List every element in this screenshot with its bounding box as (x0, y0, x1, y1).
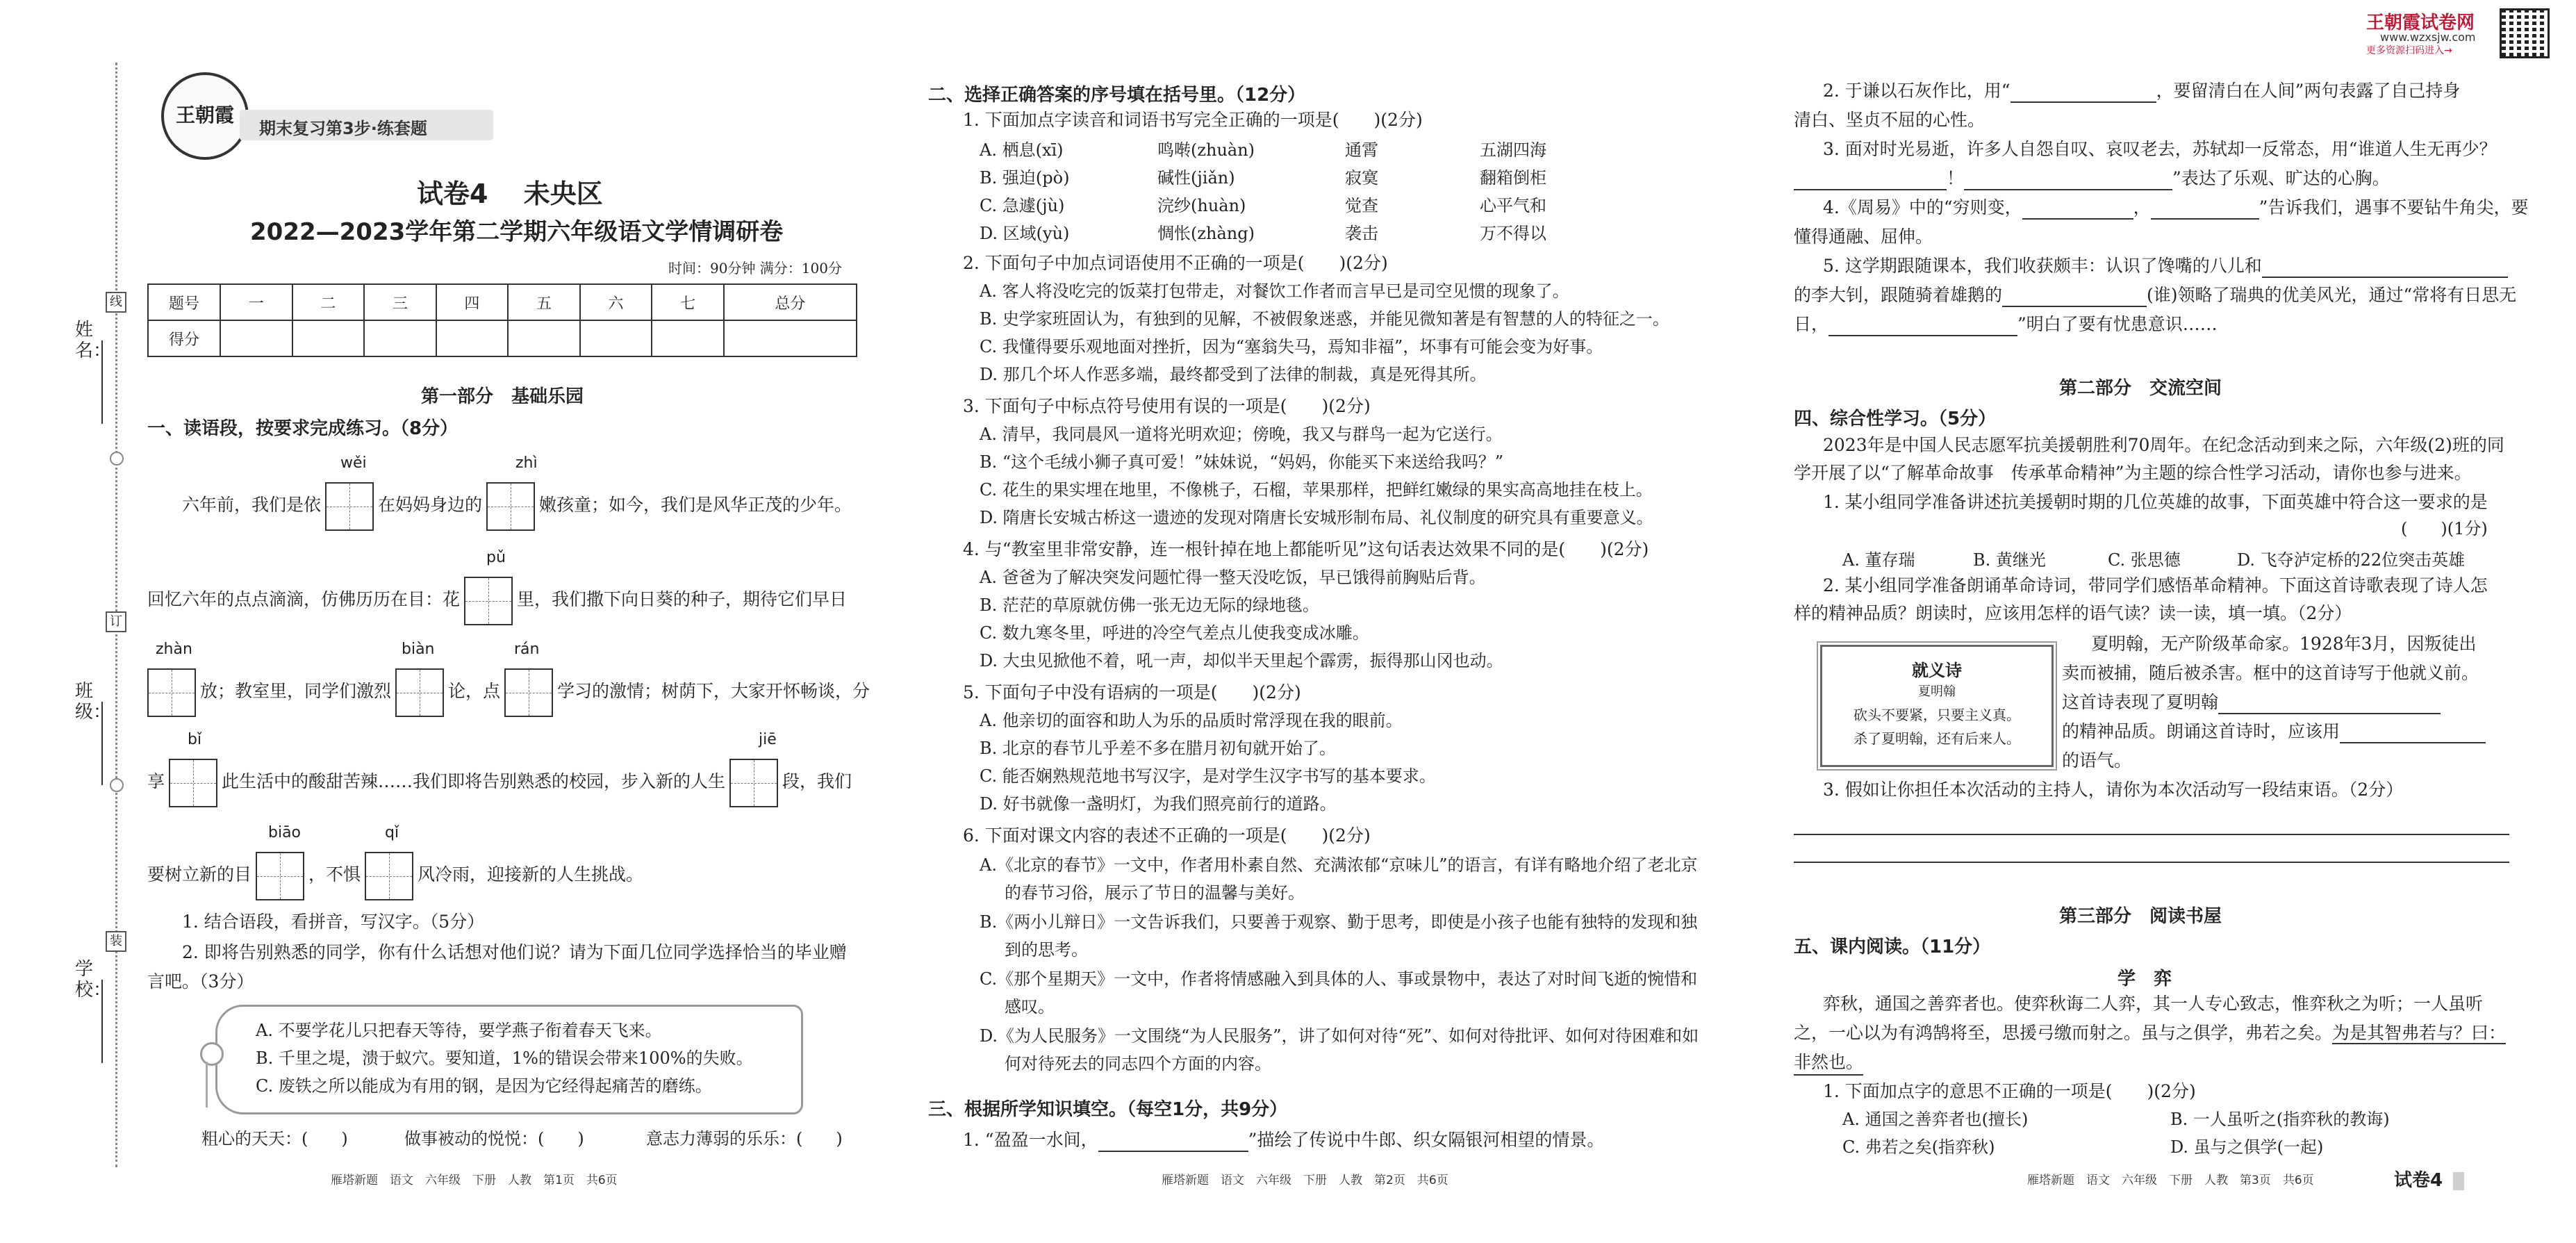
fill-text: 4.《周易》中的“穷则变， (1823, 197, 2022, 217)
option-cell[interactable]: 碱性(jiǎn) (1157, 168, 1235, 188)
q2-4-option-b[interactable]: B. 茫茫的草原就仿佛一张无边无际的绿地毯。 (980, 595, 1319, 615)
fill-blank[interactable] (2011, 83, 2156, 103)
fill-text: 2. 于谦以石灰作比，用“ (1823, 81, 2011, 101)
passage-text: 论，点 (448, 681, 501, 701)
score-input-cell[interactable] (652, 320, 724, 356)
q4-2-line-b: 样的精神品质？朗读时，应该用怎样的语气读？读一读，填一填。（2分） (1794, 603, 2352, 623)
pinyin-label: bǐ (188, 731, 202, 748)
paper-tag-block (2453, 1172, 2464, 1190)
score-input-cell[interactable] (364, 320, 436, 356)
pinyin-label: biàn (402, 641, 435, 658)
score-cell: 六 (580, 284, 652, 320)
option-cell[interactable]: 心平气和 (1480, 196, 1546, 215)
binding-school-label: 学校： (75, 959, 112, 1001)
q2-4-option-d[interactable]: D. 大虫见掀他不着，吼一声，却似半天里起个霹雳，振得那山冈也动。 (980, 651, 1503, 670)
poem-title: 就义诗 (1912, 661, 1962, 680)
pinyin-label: pǔ (486, 549, 506, 566)
fill-blank[interactable] (1794, 171, 1947, 190)
q3-5-line-c (1794, 313, 2218, 336)
score-input-cell[interactable] (508, 320, 580, 356)
q2-5-option-d[interactable]: D. 好书就像一盏明灯，为我们照亮前行的道路。 (980, 794, 1337, 814)
q2-6-option-a-cont: 的春节习俗，展示了节日的温馨与美好。 (1005, 883, 1305, 903)
q2-4-option-c[interactable]: C. 数九寒冬里，呼进的冷空气差点儿使我变成冰雕。 (980, 623, 1369, 643)
char-box[interactable] (395, 668, 444, 717)
q2-6-option-b-cont: 到的思考。 (1005, 940, 1088, 960)
paper-tag (2394, 1166, 2464, 1192)
option-cell[interactable]: C. 急遽(jù) (980, 196, 1065, 215)
passage-text: 此生活中的酸甜苦辣……我们即将告别熟悉的校园，步入新的人生 (222, 771, 726, 791)
q5-1-option-b[interactable]: B. 一人虽听之(指弈秋的教诲) (2170, 1110, 2390, 1129)
part1-title: 第一部分 基础乐园 (421, 386, 584, 407)
reading-text: 之，一心以为有鸿鹄将至，思援弓缴而射之。虽与之俱学，弗若之矣。 (1794, 1023, 2333, 1043)
score-cell: 一 (220, 284, 292, 320)
q2-6-option-b[interactable]: B.《两小儿辩日》一文告诉我们，只要善于观察、勤于思考，即使是小孩子也能有独特的发现和独 (980, 912, 1698, 932)
q2-6-option-c[interactable]: C.《那个星期天》一文中，作者将情感融入到具体的人、事或景物中，表达了对时间飞逝的惋惜和 (980, 969, 1698, 989)
paper-header (417, 172, 603, 211)
poem-line-2: 杀了夏明翰，还有后来人。 (1853, 730, 2020, 747)
reading-line-b (1794, 1021, 2506, 1045)
fill-blank[interactable] (2340, 724, 2486, 743)
score-table (147, 283, 857, 357)
pinyin-label: wěi (340, 454, 367, 472)
char-box[interactable] (486, 482, 535, 531)
fill-text: 1. “盈盈一水间， (963, 1130, 1098, 1150)
fill-blank[interactable] (2218, 695, 2441, 714)
q2-2: 2. 下面句子中加点词语使用不正确的一项是( )(2分) (963, 253, 1388, 273)
answer-lele[interactable]: 意志力薄弱的乐乐：( ) (646, 1129, 843, 1149)
q2-2-option-a[interactable]: A. 客人将没吃完的饭菜打包带走，对餐饮工作者而言早已是司空见惯的现象了。 (980, 281, 1569, 301)
q2-6-option-d-cont: 何对待死去的同志四个方面的内容。 (1005, 1054, 1271, 1073)
fill-text: ，要留清白在人间”两句表露了自己持身 (2156, 81, 2461, 101)
option-cell[interactable]: A. 董存瑞 (1842, 550, 1915, 570)
score-cell: 七 (652, 284, 724, 320)
binding-school-underline[interactable] (101, 980, 103, 1063)
option-cell[interactable]: 鸣啭(zhuàn) (1157, 140, 1255, 160)
binding-mark-ding: 订 (106, 611, 126, 632)
option-cell[interactable]: B. 强迫(pò) (980, 168, 1070, 188)
option-cell[interactable]: 通霄 (1345, 140, 1378, 160)
q2-3-option-a[interactable]: A. 清早，我同晨风一道将光明欢迎；傍晚，我又与群鸟一起为它送行。 (980, 425, 1503, 444)
passage-text: 享 (147, 771, 165, 791)
fill-blank[interactable] (2002, 288, 2147, 307)
passage-line-2 (147, 575, 847, 625)
poem-desc-4 (2062, 720, 2486, 743)
pinyin-label: jiē (759, 731, 777, 748)
passage-text: 六年前，我们是依 (182, 495, 322, 515)
binding-name-label: 姓名： (75, 320, 112, 361)
option-cell[interactable]: 五湖四海 (1480, 140, 1546, 160)
option-cell[interactable]: D. 区域(yù) (980, 224, 1070, 243)
footer-page-3: 雁塔新题 语文 六年级 下册 人教 第3页 共6页 (2027, 1174, 2314, 1187)
fill-text: 5. 这学期跟随课本，我们收获颇丰：认识了馋嘴的八儿和 (1823, 256, 2262, 276)
brand-logo-text: 王朝霞 (175, 104, 234, 126)
fill-text: ”告诉我们，遇事不要钻牛角尖，要 (2259, 197, 2529, 217)
binding-mark-zhuang: 装 (106, 931, 126, 952)
q4-2-line-a: 2. 某小组同学准备朗诵革命诗词，带同学们感悟革命精神。下面这首诗歌表现了诗人怎 (1823, 575, 2488, 595)
q2-6: 6. 下面对课文内容的表述不正确的一项是( )(2分) (963, 825, 1371, 846)
passage-text: 要树立新的目 (147, 864, 252, 884)
reading-line-a: 弈秋，通国之善弈者也。使弈秋诲二人弈，其一人专心致志，惟弈秋之为听；一人虽听 (1823, 994, 2484, 1014)
score-table-row (148, 320, 857, 356)
footer-page-2: 雁塔新题 语文 六年级 下册 人教 第2页 共6页 (1162, 1174, 1448, 1187)
char-box[interactable] (729, 759, 778, 807)
time-score: 时间：90分钟 满分：100分 (668, 260, 842, 277)
binding-hole-1 (110, 452, 124, 466)
fill-text: 日， (1794, 314, 1829, 334)
answer-line-1[interactable] (1794, 834, 2509, 835)
poem-author: 夏明翰 (1918, 684, 1956, 699)
paper-label: 试卷4 (417, 179, 488, 209)
q3-3-line-b (1794, 167, 2390, 190)
q5-1: 1. 下面加点字的意思不正确的一项是( )(2分) (1823, 1081, 2196, 1101)
passage-text: 风冷雨，迎接新的人生挑战。 (418, 864, 644, 884)
fill-text: ”明白了要有忧患意识…… (2017, 314, 2218, 334)
poem-desc-1: 夏明翰，无产阶级革命家。1928年3月，因叛徒出 (2091, 634, 2477, 654)
passage-line-3 (143, 667, 870, 717)
q2-2-option-c[interactable]: C. 我懂得要乐观地面对挫折，因为“塞翁失马，焉知非福”，坏事有可能会变为好事。 (980, 337, 1603, 356)
score-cell: 五 (508, 284, 580, 320)
q2-3-option-b[interactable]: B. “这个毛绒小狮子真可爱！”妹妹说，“妈妈，你能买下来送给我吗？” (980, 452, 1503, 472)
option-cell[interactable]: 袭击 (1345, 224, 1378, 243)
q2-6-option-a[interactable]: A.《北京的春节》一文中，作者用朴素自然、充满浓郁“京味儿”的语言，有详有略地介绍了老北京 (980, 855, 1698, 875)
q4-3: 3. 假如让你担任本次活动的主持人，请你为本次活动写一段结束语。（2分） (1823, 780, 2404, 800)
q4-1: 1. 某小组同学准备讲述抗美援朝时期的几位英雄的故事，下面英雄中符合这一要求的是 (1823, 492, 2488, 512)
score-cell: 题号 (148, 284, 220, 320)
score-cell: 三 (364, 284, 436, 320)
fill-text: 这首诗表现了夏明翰 (2062, 692, 2219, 712)
q4-intro-b: 学开展了以“了解革命故事 传承革命精神”为主题的综合性学习活动，请你也参与进来。 (1794, 463, 2472, 483)
poem-desc-2: 卖而被捕，随后被杀害。框中的这首诗写于他就义前。 (2062, 663, 2479, 683)
paper-district: 未央区 (523, 179, 603, 209)
tag-option-c: C. 废铁之所以能成为有用的钢，是因为它经得起痛苦的磨练。 (256, 1076, 712, 1096)
q1-2-line-b: 言吧。（3分） (147, 971, 254, 991)
q2-5: 5. 下面句子中没有语病的一项是( )(2分) (963, 682, 1301, 702)
tag-option-b: B. 千里之堤，溃于蚁穴。要知道，1%的错误会带来100%的失败。 (256, 1048, 753, 1068)
q2-5-option-c[interactable]: C. 能否娴熟规范地书写汉字，是对学生汉字书写的基本要求。 (980, 766, 1436, 786)
fill-text: ， (2133, 197, 2151, 217)
paper-tag-text: 试卷4 (2394, 1170, 2443, 1191)
char-box[interactable] (325, 482, 374, 531)
q3-2-line-b: 清白、坚贞不屈的心性。 (1794, 110, 1985, 130)
q1-title: 一、读语段，按要求完成练习。（8分） (147, 418, 459, 439)
q2-4-option-a[interactable]: A. 爸爸为了解决突发问题忙得一整天没吃饭，早已饿得前胸贴后背。 (980, 568, 1486, 587)
q3-3-line-a: 3. 面对时光易逝，许多人自怨自叹、哀叹老去，苏轼却一反常态，用“谁道人生无再少？ (1823, 139, 2497, 159)
passage-text: 里，我们撒下向日葵的种子，期待它们早日 (517, 589, 848, 609)
paper-title: 2022—2023学年第二学期六年级语文学情调研卷 (250, 218, 784, 246)
pinyin-label: zhàn (156, 641, 192, 658)
q3-4-line-b: 懂得通融、屈伸。 (1794, 227, 1933, 247)
q4-title: 四、综合性学习。（5分） (1794, 409, 1997, 429)
answer-line-2[interactable] (1794, 862, 2509, 863)
char-box[interactable] (365, 852, 413, 900)
score-input-cell[interactable] (220, 320, 292, 356)
q3-2-line-a (1823, 79, 2460, 103)
passage-text: 嫩孩童；如今，我们是风华正茂的少年。 (539, 495, 852, 515)
binding-hole-2 (110, 778, 124, 792)
passage-text: 在妈妈身边的 (378, 495, 483, 515)
q3-5-line-b (1794, 283, 2516, 307)
passage-line-5 (147, 850, 643, 900)
q2-3-option-c[interactable]: C. 花生的果实埋在地里，不像桃子，石榴，苹果那样，把鲜红嫩绿的果实高高地挂在枝上。 (980, 480, 1653, 500)
q2-3-option-d[interactable]: D. 隋唐长安城古桥这一遗迹的发现对隋唐长安城形制布局、礼仪制度的研究具有重要意义。 (980, 508, 1653, 527)
passage-line-4 (147, 757, 852, 807)
pinyin-label: biāo (268, 824, 302, 841)
option-cell[interactable]: 寂寞 (1345, 168, 1378, 188)
poem-line-1: 砍头不要紧，只要主义真。 (1853, 707, 2020, 723)
q3-title: 三、根据所学知识填空。（每空1分，共9分） (928, 1099, 1288, 1120)
score-table-row (148, 284, 857, 320)
q3-5-line-a (1823, 254, 2508, 278)
passage-text: 回忆六年的点点滴滴，仿佛历历在目：花 (147, 589, 461, 609)
footer-page-1: 雁塔新题 语文 六年级 下册 人教 第1页 共6页 (331, 1174, 618, 1187)
q5-title: 五、课内阅读。（11分） (1794, 937, 1991, 957)
q5-1-option-c[interactable]: C. 弗若之矣(指弈秋) (1842, 1137, 1995, 1157)
score-input-cell[interactable] (436, 320, 509, 356)
q2-5-option-a[interactable]: A. 他亲切的面容和助人为乐的品质时常浮现在我的眼前。 (980, 711, 1403, 730)
binding-name-underline[interactable] (101, 340, 103, 424)
q1-2-line-a: 2. 即将告别熟悉的同学，你有什么话想对他们说？请为下面几位同学选择恰当的毕业赠 (182, 942, 847, 962)
option-cell[interactable]: 浣纱(huàn) (1157, 196, 1246, 215)
fill-blank[interactable] (1828, 317, 2017, 336)
fill-blank[interactable] (2262, 258, 2508, 278)
score-cell: 二 (292, 284, 365, 320)
option-cell[interactable]: A. 栖息(xī) (980, 140, 1064, 160)
option-cell[interactable]: 惆怅(zhàng) (1157, 224, 1255, 243)
q2-1: 1. 下面加点字读音和词语书写完全正确的一项是( )(2分) (963, 110, 1423, 130)
passage-text: 学习的激情；树荫下，大家开怀畅谈，分 (557, 681, 870, 701)
site-name: 王朝霞试卷网 (2366, 13, 2475, 33)
score-input-cell[interactable] (580, 320, 652, 356)
binding-mark-line: 线 (106, 292, 126, 313)
q3-1 (963, 1128, 1604, 1152)
poem-desc-3 (2062, 691, 2441, 714)
reading-line-c: 非然也。 (1794, 1051, 1863, 1076)
q2-2-option-b[interactable]: B. 史学家班固认为，有独到的见解，不被假象迷惑，并能见微知著是有智慧的人的特征之一。 (980, 309, 1669, 329)
passage-text: 段，我们 (782, 771, 852, 791)
char-box[interactable] (256, 852, 304, 900)
pinyin-label: rán (514, 641, 540, 658)
qr-code[interactable] (2500, 8, 2550, 58)
option-cell[interactable]: 万不得以 (1480, 224, 1546, 243)
fill-blank[interactable] (2151, 200, 2259, 220)
q2-6-option-c-cont: 感叹。 (1005, 997, 1055, 1016)
score-cell: 总分 (724, 284, 857, 320)
gift-tag-string (206, 1062, 212, 1108)
answer-yueyue[interactable]: 做事被动的悦悦：( ) (404, 1129, 584, 1149)
score-cell: 四 (436, 284, 509, 320)
char-box[interactable] (147, 668, 196, 717)
fill-text: 的精神品质。朗诵这首诗时，应该用 (2062, 721, 2340, 741)
q5-1-option-d[interactable]: D. 虽与之俱学(一起) (2170, 1137, 2324, 1157)
fill-blank[interactable] (1964, 171, 2172, 190)
reading-underlined-text: 为是其智弗若与？曰： (2332, 1023, 2507, 1043)
q2-2-option-d[interactable]: D. 那几个坏人作恶多端，最终都受到了法律的制裁，真是死得其所。 (980, 365, 1487, 384)
poem-desc-5: 的语气。 (2062, 750, 2132, 771)
fill-blank[interactable] (2022, 200, 2133, 220)
site-url: www.wzxsjw.com (2380, 31, 2476, 44)
option-cell[interactable]: 翻箱倒柜 (1480, 168, 1546, 188)
option-cell[interactable]: B. 黄继光 (1973, 550, 2046, 570)
passage-text: ，不惧 (308, 864, 361, 884)
fill-text: ！ (1947, 168, 1965, 188)
score-input-cell[interactable] (292, 320, 365, 356)
answer-tiantian[interactable]: 粗心的天天：( ) (201, 1129, 348, 1149)
score-cell: 得分 (148, 320, 220, 356)
gift-tag-hole (200, 1042, 224, 1066)
fill-blank[interactable] (1098, 1133, 1248, 1152)
fill-text: ”表达了乐观、旷达的心胸。 (2172, 168, 2390, 188)
passage-line-1 (182, 481, 852, 531)
score-input-cell[interactable] (724, 320, 857, 356)
pinyin-label: zhì (515, 454, 538, 472)
site-hint: 更多资源扫码进入→ (2366, 45, 2452, 56)
q5-1-option-a[interactable]: A. 通国之善弈者也(擅长) (1842, 1110, 2029, 1129)
q2-title: 二、选择正确答案的序号填在括号里。（12分） (928, 85, 1306, 106)
tagline-text: 期末复习第3步·练套题 (259, 119, 427, 138)
binding-class-label: 班级： (75, 681, 112, 723)
q3-4-line-a (1823, 196, 2528, 220)
q2-5-option-b[interactable]: B. 北京的春节儿乎差不多在腊月初旬就开始了。 (980, 739, 1336, 758)
q1-1: 1. 结合语段，看拼音，写汉字。（5分） (182, 912, 485, 932)
q2-6-option-d[interactable]: D.《为人民服务》一文围绕“为人民服务”，讲了如何对待“死”、如何对待批评、如何对待困难和如 (980, 1026, 1699, 1046)
brand-logo (161, 72, 249, 160)
option-cell[interactable]: D. 飞夺泸定桥的22位突击英雄 (2237, 550, 2466, 570)
poem-box (1820, 645, 2054, 767)
passage-text: 放；教室里，同学们激烈 (200, 681, 392, 701)
tagline-banner (240, 110, 493, 140)
part3-title: 第三部分 阅读书屋 (2059, 906, 2222, 927)
option-cell[interactable]: 觉查 (1345, 196, 1378, 215)
q4-intro-a: 2023年是中国人民志愿军抗美援朝胜利70周年。在纪念活动到来之际，六年级(2)班的同 (1823, 435, 2504, 455)
char-box[interactable] (169, 759, 217, 807)
reading-title: 学 弈 (2117, 969, 2172, 989)
char-box[interactable] (464, 577, 513, 625)
tag-option-a: A. 不要学花儿只把春天等待，要学燕子衔着春天飞来。 (256, 1021, 662, 1040)
char-box[interactable] (504, 668, 553, 717)
q2-3: 3. 下面句子中标点符号使用有误的一项是( )(2分) (963, 396, 1371, 416)
binding-class-underline[interactable] (101, 702, 103, 785)
option-cell[interactable]: C. 张思德 (2108, 550, 2181, 570)
q4-1-tail: ( )(1分) (2401, 519, 2488, 538)
fill-text: 的李大钊，跟随骑着雄鹅的 (1794, 285, 2003, 305)
fill-text: ”描绘了传说中牛郎、织女隔银河相望的情景。 (1248, 1130, 1605, 1150)
part2-title: 第二部分 交流空间 (2059, 378, 2222, 399)
fill-text: (谁)领略了瑞典的优美风光，通过“常将有日思无 (2147, 285, 2517, 305)
pinyin-label: qǐ (385, 824, 399, 841)
q2-4: 4. 与“教室里非常安静，连一根针掉在地上都能听见”这句话表达效果不同的是( )(2分) (963, 539, 1649, 559)
